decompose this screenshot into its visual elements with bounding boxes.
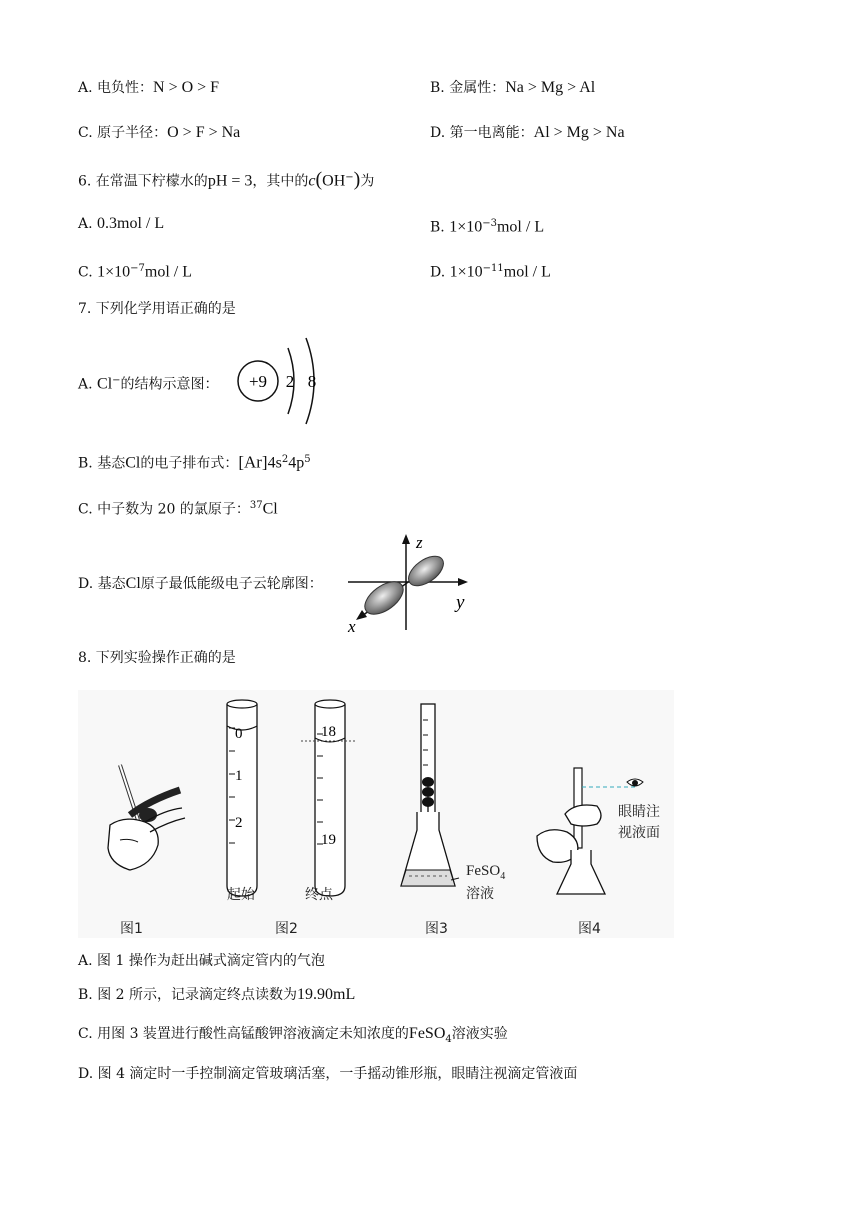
q7-option-c <box>78 496 278 520</box>
scale-end-18: 18 <box>321 724 336 740</box>
figure-3-reagent-text: FeSO <box>466 863 501 879</box>
q6-option-d <box>430 259 551 283</box>
q7-option-b-config-4p: 4p <box>288 454 305 472</box>
x-axis-arrow <box>356 610 367 620</box>
q7-option-d-text: 原子最低能级电子云轮廓图： <box>140 576 323 592</box>
q5-option-d <box>430 123 625 143</box>
q6-option-b-base: 1×10 <box>449 218 483 236</box>
q5-option-b-math: Na > Mg > Al <box>505 79 596 96</box>
q5-option-b-label: B. 金属性： <box>430 80 506 96</box>
q8-option-c-prefix: C. 用图 3 装置进行酸性高锰酸钾溶液滴定未知浓度的 <box>78 1026 409 1042</box>
q6-stem-mid: ，其中的 <box>252 173 309 190</box>
figure-2-end-caption: 终点 <box>305 887 333 903</box>
z-axis-arrow <box>402 534 410 544</box>
q6-option-d-base: 1×10 <box>449 263 483 281</box>
figure-4-note-line2: 视液面 <box>618 825 660 841</box>
q5-option-d-label: D. 第一电离能： <box>430 125 534 141</box>
q6-option-d-unit: mol / L <box>503 263 551 281</box>
q7-option-b-config-4p-exp: 5 <box>304 454 311 465</box>
q7-option-d-label: D. 基态 <box>78 576 126 592</box>
q6-stem <box>78 168 374 192</box>
scale-start-1: 1 <box>235 768 243 784</box>
q6-option-c-exp: −7 <box>130 263 145 274</box>
figure-label-2: 图2 <box>275 921 298 937</box>
q7-option-a-text: 的结构示意图： <box>120 376 219 393</box>
q6-option-a-value: 0.3mol / L <box>97 215 165 232</box>
q7-option-b-cl: Cl <box>125 454 141 472</box>
q7-option-a-label: A. <box>78 376 93 393</box>
q8-option-b-prefix: B. 图 2 所示，记录滴定终点读数为 <box>78 987 297 1003</box>
q5-option-a-label: A. 电负性： <box>78 80 154 96</box>
orbital-lobe-upper <box>403 550 448 591</box>
q6-stem-paren-open: ( <box>315 168 323 191</box>
q7-option-a <box>78 371 219 395</box>
q6-option-a <box>78 214 164 234</box>
q6-stem-c: c <box>308 172 316 190</box>
q7-option-a-ion: Cl <box>97 375 113 393</box>
q6-option-b-label: B. <box>430 219 445 236</box>
shell-electrons-2: 8 <box>307 372 317 391</box>
q6-stem-ph: pH = 3 <box>207 172 253 190</box>
q6-option-a-label: A. <box>78 216 93 232</box>
q7-option-d <box>78 574 323 594</box>
flask-solution <box>401 870 455 886</box>
q5-option-c <box>78 123 240 143</box>
axis-label-z: z <box>416 533 423 552</box>
q7-option-b-config-4s: 4s <box>267 454 282 472</box>
axis-label-y: y <box>456 592 465 613</box>
q6-option-b <box>430 214 544 238</box>
q8-option-c <box>78 1024 508 1050</box>
q6-stem-paren-close: ) <box>353 168 361 191</box>
q6-stem-oh: OH <box>322 172 346 190</box>
figure-2-burette-readings <box>215 696 365 906</box>
nucleus-charge: +9 <box>248 372 268 391</box>
q6-option-b-exp: −3 <box>482 218 497 229</box>
q7-option-c-symbol: Cl <box>262 500 278 518</box>
figure-3-reagent <box>466 863 505 882</box>
q6-option-c-label: C. <box>78 264 93 281</box>
q8-option-c-reagent-sub: 4 <box>445 1033 452 1045</box>
q6-option-d-label: D. <box>430 264 446 281</box>
q8-option-c-suffix: 溶液实验 <box>451 1026 508 1042</box>
q7-stem: 7. 下列化学用语正确的是 <box>78 301 236 317</box>
scale-start-2: 2 <box>235 815 243 831</box>
q7-option-c-label: C. 中子数为 20 的氯原子： <box>78 501 250 518</box>
figure-1-hand-burette <box>90 760 200 875</box>
q6-option-c <box>78 259 192 283</box>
orbital-diagram <box>340 532 475 634</box>
figure-2-start-caption: 起始 <box>227 887 255 903</box>
q5-option-a <box>78 78 219 98</box>
q8-stem: 8. 下列实验操作正确的是 <box>78 650 236 666</box>
q7-option-b <box>78 450 311 474</box>
ion-structure-diagram <box>230 336 330 426</box>
figure-3-reagent-sub: 4 <box>500 871 506 882</box>
q5-option-c-label: C. 原子半径： <box>78 125 168 141</box>
q6-stem-suffix: 为 <box>360 173 375 190</box>
q8-option-c-reagent: FeSO <box>408 1025 446 1042</box>
scale-start-0: 0 <box>235 726 243 742</box>
q7-option-a-ion-charge: − <box>112 375 121 386</box>
figure-label-1: 图1 <box>120 921 143 937</box>
scale-end-19: 19 <box>321 832 336 848</box>
q7-option-c-mass: 37 <box>249 500 263 511</box>
figure-label-4: 图4 <box>578 921 601 937</box>
q6-stem-prefix: 6. 在常温下柠檬水的 <box>78 173 208 190</box>
q5-option-b <box>430 78 595 98</box>
q7-option-d-cl: Cl <box>125 575 141 592</box>
q6-option-c-base: 1×10 <box>97 263 131 281</box>
q7-option-b-label: B. 基态 <box>78 455 126 472</box>
q8-option-d: D. 图 4 滴定时一手控制滴定管玻璃活塞，一手摇动锥形瓶，眼睛注视滴定管液面 <box>78 1066 578 1082</box>
q5-option-a-math: N > O > F <box>153 79 220 96</box>
y-axis-arrow <box>458 578 468 586</box>
q5-option-d-math: Al > Mg > Na <box>533 124 625 141</box>
hand-outline <box>108 819 158 870</box>
q8-option-a: A. 图 1 操作为赶出碱式滴定管内的气泡 <box>78 953 325 969</box>
shell-electrons-1: 2 <box>285 372 295 391</box>
q6-option-d-exp: −11 <box>482 263 504 274</box>
axis-label-x: x <box>348 617 356 634</box>
q5-option-c-math: O > F > Na <box>167 124 241 141</box>
q6-stem-minus: − <box>345 172 354 183</box>
q6-option-b-unit: mol / L <box>496 218 545 236</box>
q8-option-b-value: 19.90mL <box>297 986 356 1003</box>
q8-option-b <box>78 985 355 1005</box>
left-hand <box>565 805 601 826</box>
q7-option-b-config-4s-exp: 2 <box>281 454 289 465</box>
q7-option-b-config-ar: [Ar] <box>238 452 268 472</box>
q6-option-c-unit: mol / L <box>144 263 193 281</box>
figure-3-solution: 溶液 <box>466 886 494 902</box>
q7-option-b-text: 的电子排布式： <box>140 455 239 472</box>
figure-label-3: 图3 <box>425 921 448 937</box>
figure-4-note-line1: 眼睛注 <box>618 804 660 820</box>
